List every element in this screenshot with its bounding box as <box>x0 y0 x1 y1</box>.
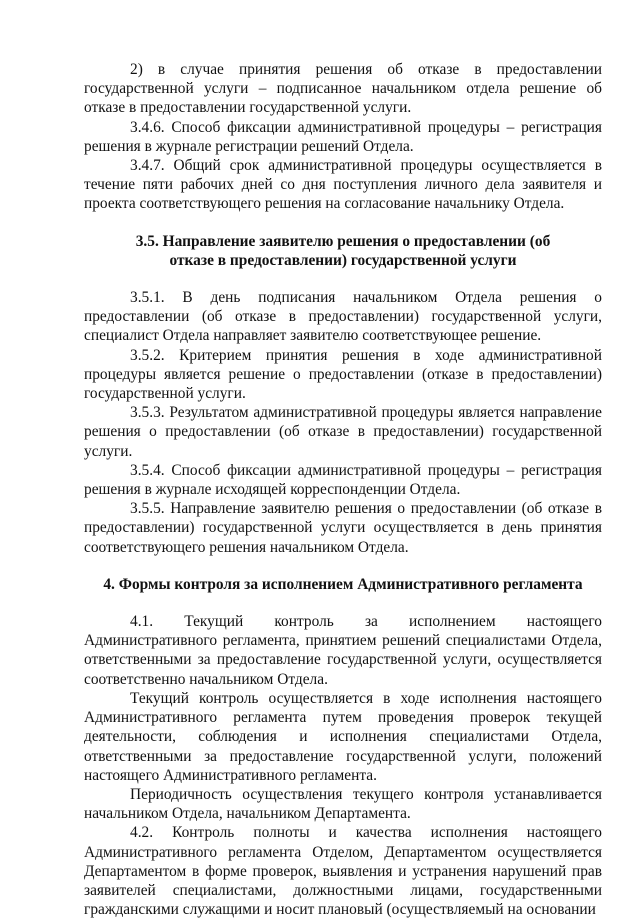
paragraph-3-5-4: 3.5.4. Способ фиксации административной процедуры – регистрация решения в журнале исходящей корреспонденции Отдела. <box>84 461 602 499</box>
section-3-5-heading: 3.5. Направление заявителю решения о предоставлении (об отказе в предоставлении) государственной услуги <box>135 232 551 269</box>
paragraph-3-4-6: 3.4.6. Способ фиксации административной процедуры – регистрация решения в журнале регистрации решений Отдела. <box>84 118 602 155</box>
paragraph-3-5-5: 3.5.5. Направление заявителю решения о предоставлении (об отказе в предоставлении) государственной услуги осуществляется в день принятия соответствующего решения начальником Отдела. <box>84 500 602 556</box>
paragraph-4-1: 4.1. Текущий контроль за исполнением настоящего Административного регламента, принятием решений специалистами Отдела, ответственными за предоставление государственной услуги, осуществляется соответственно начальником Отдела. <box>84 613 602 688</box>
paragraph-refusal-decision: 2) в случае принятия решения об отказе в предоставлении государственной услуги – подписанное начальником отдела решение об отказе в предоставлении государственной услуги. <box>84 61 602 117</box>
paragraph-4-2: 4.2. Контроль полноты и качества исполнения настоящего Административного регламента Отделом, Департаментом осуществляется Департаментом в форме проверок, выявления и устранения нарушений прав заявителей специалистами, должностными лицами, государственными гражданскими служащими и носит плановый (осуществляемый на основании <box>84 824 602 919</box>
section-4-heading: 4. Формы контроля за исполнением Административного регламента <box>103 575 583 593</box>
document-page <box>84 60 602 919</box>
paragraph-3-5-1: 3.5.1. В день подписания начальником Отдела решения о предоставлении (об отказе в предоставлении) государственной услуги, специалист Отдела направляет заявителю соответствующее решение. <box>84 289 602 345</box>
paragraph-3-5-3: 3.5.3. Результатом административной процедуры является направление решения о предоставлении (об отказе в предоставлении) государственной услуги. <box>84 404 602 460</box>
paragraph-periodicity: Периодичность осуществления текущего контроля устанавливается начальником Отдела, начальником Департамента. <box>84 785 602 823</box>
paragraph-current-control: Текущий контроль осуществляется в ходе исполнения настоящего Административного регламента путем проведения проверок текущей деятельности, соблюдения и исполнения специалистами Отдела, ответственными за предоставление государственной услуги, положений настоящего Административного регламента. <box>84 689 602 784</box>
paragraph-3-4-7: 3.4.7. Общий срок административной процедуры осуществляется в течение пяти рабочих дней со дня поступления личного дела заявителя и проекта соответствующего решения на согласование начальнику Отдела. <box>84 157 602 213</box>
paragraph-3-5-2: 3.5.2. Критерием принятия решения в ходе административной процедуры является решение о предоставлении (отказе в предоставлении) государственной услуги. <box>84 346 602 403</box>
